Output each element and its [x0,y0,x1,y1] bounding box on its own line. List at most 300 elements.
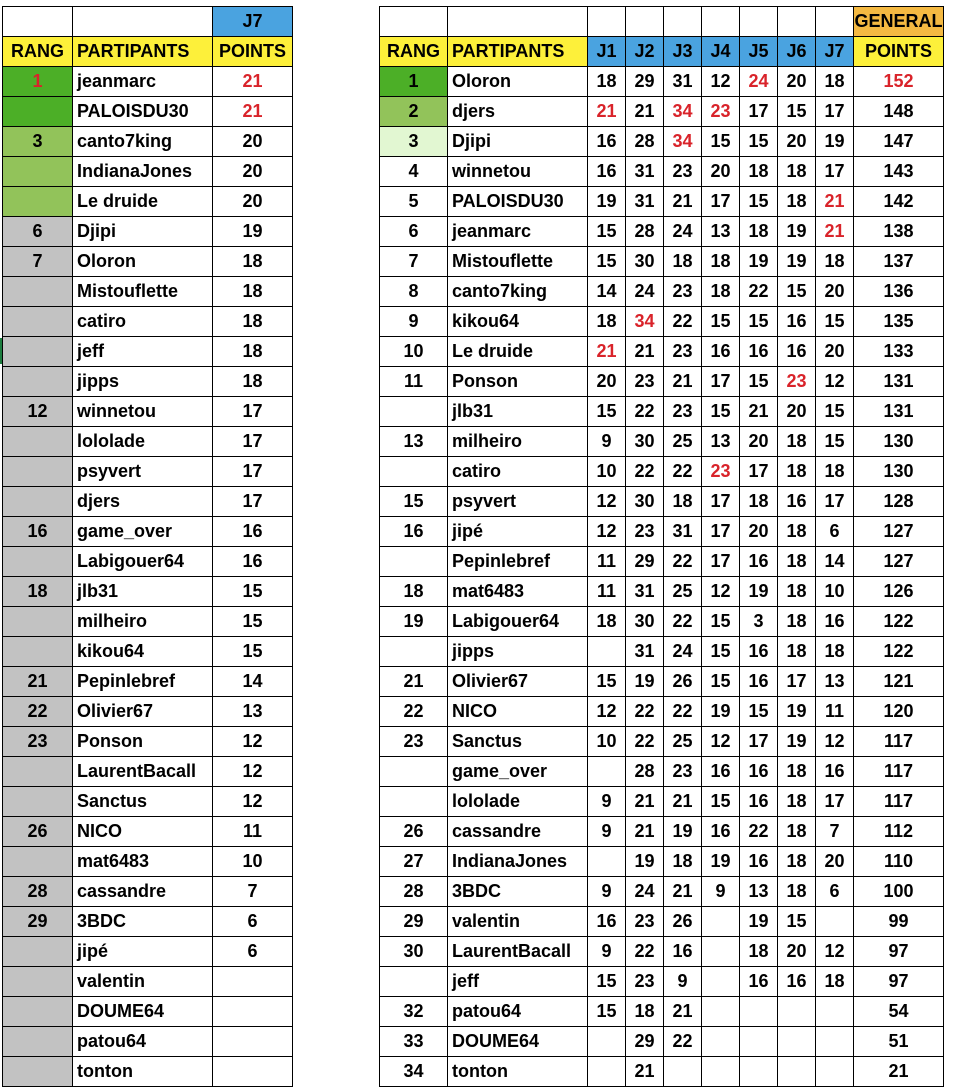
total-points-cell[interactable]: 117 [854,757,944,787]
participant-name-cell[interactable]: IndianaJones [73,157,213,187]
day-score-cell[interactable] [702,967,740,997]
empty-cell[interactable] [448,7,588,37]
participant-name-cell[interactable]: PALOISDU30 [448,187,588,217]
rank-cell[interactable] [3,607,73,637]
day-score-cell[interactable]: 18 [778,607,816,637]
rank-cell[interactable] [3,277,73,307]
day-score-cell[interactable]: 12 [816,937,854,967]
day-score-cell[interactable]: 11 [588,547,626,577]
day-score-cell[interactable]: 23 [626,907,664,937]
points-cell[interactable]: 16 [213,517,293,547]
day-score-cell[interactable]: 19 [626,667,664,697]
day-score-cell[interactable] [702,997,740,1027]
day-score-cell[interactable]: 17 [740,727,778,757]
day-score-cell[interactable]: 22 [626,397,664,427]
day-score-cell[interactable]: 10 [588,727,626,757]
day-score-cell[interactable]: 16 [740,337,778,367]
participant-name-cell[interactable]: NICO [73,817,213,847]
day-score-cell[interactable]: 20 [740,517,778,547]
day-score-cell[interactable]: 13 [702,427,740,457]
day-score-cell[interactable]: 9 [588,817,626,847]
day-score-cell[interactable]: 9 [588,427,626,457]
participant-name-cell[interactable]: Djipi [73,217,213,247]
participant-name-cell[interactable]: djers [448,97,588,127]
day-score-cell[interactable]: 22 [664,1027,702,1057]
day-score-cell[interactable]: 9 [588,877,626,907]
day-score-cell[interactable] [778,1057,816,1087]
column-header[interactable]: J4 [702,37,740,67]
day-score-cell[interactable]: 17 [702,517,740,547]
day-score-cell[interactable]: 12 [702,577,740,607]
points-cell[interactable]: 12 [213,757,293,787]
column-header[interactable]: J3 [664,37,702,67]
day-score-cell[interactable]: 18 [740,487,778,517]
rank-cell[interactable]: 3 [380,127,448,157]
rank-cell[interactable]: 22 [3,697,73,727]
rank-cell[interactable] [3,367,73,397]
total-points-cell[interactable]: 127 [854,547,944,577]
day-score-cell[interactable]: 24 [740,67,778,97]
column-header[interactable]: RANG [3,37,73,67]
day-score-cell[interactable]: 20 [816,337,854,367]
total-points-cell[interactable]: 127 [854,517,944,547]
day-score-cell[interactable]: 17 [702,367,740,397]
day-score-cell[interactable]: 22 [664,457,702,487]
day-score-cell[interactable]: 19 [778,217,816,247]
total-points-cell[interactable]: 130 [854,427,944,457]
rank-cell[interactable] [3,967,73,997]
day-score-cell[interactable]: 17 [702,187,740,217]
day-score-cell[interactable]: 16 [740,547,778,577]
rank-cell[interactable] [3,157,73,187]
rank-cell[interactable] [3,1057,73,1087]
rank-cell[interactable]: 29 [380,907,448,937]
participant-name-cell[interactable]: Oloron [448,67,588,97]
rank-cell[interactable]: 12 [3,397,73,427]
day-score-cell[interactable]: 18 [588,67,626,97]
day-score-cell[interactable]: 15 [740,367,778,397]
day-score-cell[interactable]: 15 [702,397,740,427]
day-score-cell[interactable] [778,997,816,1027]
day-score-cell[interactable]: 19 [778,247,816,277]
day-score-cell[interactable]: 15 [588,397,626,427]
participant-name-cell[interactable]: Le druide [73,187,213,217]
day-score-cell[interactable]: 16 [778,487,816,517]
day-score-cell[interactable] [664,1057,702,1087]
empty-cell[interactable] [588,7,626,37]
day-score-cell[interactable]: 20 [778,127,816,157]
rank-cell[interactable] [3,187,73,217]
column-header[interactable]: J5 [740,37,778,67]
day-score-cell[interactable]: 17 [816,97,854,127]
day-score-cell[interactable] [816,1027,854,1057]
points-cell[interactable]: 18 [213,247,293,277]
day-score-cell[interactable] [588,1057,626,1087]
day-score-cell[interactable]: 17 [816,487,854,517]
day-score-cell[interactable]: 34 [664,127,702,157]
day-score-cell[interactable]: 26 [664,667,702,697]
day-score-cell[interactable]: 21 [664,367,702,397]
day-score-cell[interactable]: 18 [778,787,816,817]
day-score-cell[interactable]: 24 [626,277,664,307]
day-score-cell[interactable] [588,1027,626,1057]
day-score-cell[interactable]: 16 [702,817,740,847]
day-score-cell[interactable]: 19 [740,907,778,937]
day-score-cell[interactable]: 28 [626,217,664,247]
points-cell[interactable]: 20 [213,187,293,217]
participant-name-cell[interactable]: jeff [448,967,588,997]
empty-cell[interactable] [664,7,702,37]
column-header[interactable]: POINTS [213,37,293,67]
participant-name-cell[interactable]: Olivier67 [73,697,213,727]
rank-cell[interactable] [3,457,73,487]
day-score-cell[interactable] [588,757,626,787]
day-score-cell[interactable]: 21 [588,337,626,367]
day-score-cell[interactable]: 16 [588,907,626,937]
day-score-cell[interactable]: 12 [588,517,626,547]
day-score-cell[interactable]: 16 [588,157,626,187]
day-score-cell[interactable]: 25 [664,427,702,457]
day-score-cell[interactable]: 18 [626,997,664,1027]
total-points-cell[interactable]: 110 [854,847,944,877]
rank-cell[interactable]: 26 [380,817,448,847]
rank-cell[interactable]: 2 [380,97,448,127]
day-score-cell[interactable]: 28 [626,127,664,157]
participant-name-cell[interactable]: jipé [73,937,213,967]
day-score-cell[interactable]: 16 [778,337,816,367]
day-score-cell[interactable]: 19 [626,847,664,877]
day-score-cell[interactable]: 18 [816,637,854,667]
day-score-cell[interactable]: 15 [778,97,816,127]
rank-cell[interactable]: 26 [3,817,73,847]
day-score-cell[interactable]: 15 [778,277,816,307]
day-score-cell[interactable]: 18 [816,967,854,997]
rank-cell[interactable] [3,307,73,337]
rank-cell[interactable]: 23 [380,727,448,757]
day-score-cell[interactable]: 16 [588,127,626,157]
day-score-cell[interactable]: 9 [702,877,740,907]
rank-cell[interactable]: 34 [380,1057,448,1087]
day-score-cell[interactable]: 28 [626,757,664,787]
day-score-cell[interactable]: 14 [816,547,854,577]
rank-cell[interactable]: 5 [380,187,448,217]
day-score-cell[interactable]: 16 [740,637,778,667]
total-points-cell[interactable]: 51 [854,1027,944,1057]
day-score-cell[interactable]: 23 [702,457,740,487]
rank-cell[interactable]: 3 [3,127,73,157]
participant-name-cell[interactable]: Le druide [448,337,588,367]
day-score-cell[interactable]: 18 [778,817,816,847]
day-score-cell[interactable] [816,997,854,1027]
day-score-cell[interactable]: 16 [664,937,702,967]
day-score-cell[interactable]: 19 [778,697,816,727]
empty-cell[interactable] [3,7,73,37]
participant-name-cell[interactable]: kikou64 [448,307,588,337]
day-score-cell[interactable]: 16 [702,337,740,367]
day-score-cell[interactable]: 13 [740,877,778,907]
participant-name-cell[interactable]: game_over [73,517,213,547]
rank-cell[interactable]: 33 [380,1027,448,1057]
day-score-cell[interactable]: 29 [626,1027,664,1057]
participant-name-cell[interactable]: game_over [448,757,588,787]
day-score-cell[interactable]: 16 [778,967,816,997]
participant-name-cell[interactable]: jipps [73,367,213,397]
day-score-cell[interactable]: 20 [588,367,626,397]
day-score-cell[interactable]: 31 [626,577,664,607]
points-cell[interactable]: 20 [213,157,293,187]
rank-cell[interactable] [380,967,448,997]
day-score-cell[interactable]: 15 [702,637,740,667]
rank-cell[interactable]: 15 [380,487,448,517]
participant-name-cell[interactable]: jlb31 [448,397,588,427]
day-score-cell[interactable]: 17 [740,457,778,487]
participant-name-cell[interactable]: Ponson [73,727,213,757]
day-score-cell[interactable]: 30 [626,247,664,277]
day-score-cell[interactable]: 20 [816,847,854,877]
rank-cell[interactable] [3,487,73,517]
participant-name-cell[interactable]: Ponson [448,367,588,397]
points-cell[interactable]: 18 [213,337,293,367]
day-score-cell[interactable]: 3 [740,607,778,637]
points-cell[interactable]: 18 [213,277,293,307]
day-score-cell[interactable]: 15 [588,247,626,277]
rank-cell[interactable] [380,457,448,487]
day-score-cell[interactable]: 17 [702,547,740,577]
rank-cell[interactable] [3,997,73,1027]
day-score-cell[interactable]: 15 [740,187,778,217]
participant-name-cell[interactable]: IndianaJones [448,847,588,877]
day-score-cell[interactable]: 14 [588,277,626,307]
day-score-cell[interactable]: 18 [664,487,702,517]
day-score-cell[interactable]: 22 [626,727,664,757]
day-score-cell[interactable]: 20 [778,67,816,97]
participant-name-cell[interactable]: LaurentBacall [73,757,213,787]
day-score-cell[interactable]: 15 [588,997,626,1027]
total-points-cell[interactable]: 54 [854,997,944,1027]
day-score-cell[interactable] [778,1027,816,1057]
empty-cell[interactable] [778,7,816,37]
day-score-cell[interactable]: 29 [626,67,664,97]
rank-cell[interactable] [380,547,448,577]
rank-cell[interactable]: 10 [380,337,448,367]
day-score-cell[interactable]: 21 [740,397,778,427]
rank-cell[interactable]: 18 [3,577,73,607]
day-score-cell[interactable]: 21 [626,787,664,817]
day-score-cell[interactable]: 15 [702,607,740,637]
day-score-cell[interactable]: 15 [702,667,740,697]
day-score-cell[interactable]: 18 [816,247,854,277]
rank-cell[interactable]: 21 [380,667,448,697]
day-score-cell[interactable]: 18 [778,427,816,457]
total-points-cell[interactable]: 128 [854,487,944,517]
points-cell[interactable]: 15 [213,577,293,607]
day-score-cell[interactable]: 10 [816,577,854,607]
rank-cell[interactable]: 28 [380,877,448,907]
empty-cell[interactable] [73,7,213,37]
day-score-cell[interactable] [740,1027,778,1057]
rank-cell[interactable]: 8 [380,277,448,307]
day-score-cell[interactable] [702,1057,740,1087]
day-score-cell[interactable]: 17 [740,97,778,127]
day-score-cell[interactable] [588,637,626,667]
rank-cell[interactable] [380,757,448,787]
participant-name-cell[interactable]: psyvert [448,487,588,517]
day-score-cell[interactable]: 16 [740,847,778,877]
day-score-cell[interactable]: 25 [664,577,702,607]
points-cell[interactable]: 13 [213,697,293,727]
day-score-cell[interactable]: 23 [664,277,702,307]
day-score-cell[interactable]: 22 [664,307,702,337]
day-score-cell[interactable]: 18 [740,217,778,247]
day-score-cell[interactable]: 22 [740,817,778,847]
points-cell[interactable]: 21 [213,67,293,97]
day-score-cell[interactable]: 18 [702,277,740,307]
day-score-cell[interactable]: 13 [816,667,854,697]
rank-cell[interactable]: 23 [3,727,73,757]
total-points-cell[interactable]: 100 [854,877,944,907]
participant-name-cell[interactable]: Oloron [73,247,213,277]
participant-name-cell[interactable]: jeanmarc [448,217,588,247]
day-score-cell[interactable]: 20 [740,427,778,457]
participant-name-cell[interactable]: milheiro [448,427,588,457]
day-score-cell[interactable] [588,847,626,877]
points-cell[interactable] [213,997,293,1027]
day-score-cell[interactable]: 18 [816,67,854,97]
day-score-cell[interactable]: 15 [740,127,778,157]
day-score-cell[interactable]: 24 [664,217,702,247]
empty-cell[interactable] [702,7,740,37]
total-points-cell[interactable]: 97 [854,937,944,967]
day-label-cell[interactable]: J7 [213,7,293,37]
participant-name-cell[interactable]: cassandre [448,817,588,847]
day-score-cell[interactable] [816,1057,854,1087]
total-points-cell[interactable]: 97 [854,967,944,997]
day-score-cell[interactable] [702,937,740,967]
day-score-cell[interactable]: 18 [702,247,740,277]
column-header[interactable]: RANG [380,37,448,67]
participant-name-cell[interactable]: jeff [73,337,213,367]
day-score-cell[interactable]: 15 [588,967,626,997]
day-score-cell[interactable]: 17 [816,157,854,187]
rank-cell[interactable] [380,637,448,667]
total-points-cell[interactable]: 122 [854,607,944,637]
participant-name-cell[interactable]: canto7king [73,127,213,157]
day-score-cell[interactable]: 15 [816,397,854,427]
participant-name-cell[interactable]: NICO [448,697,588,727]
total-points-cell[interactable]: 121 [854,667,944,697]
points-cell[interactable]: 11 [213,817,293,847]
day-score-cell[interactable]: 18 [664,847,702,877]
rank-cell[interactable] [3,547,73,577]
day-score-cell[interactable] [702,907,740,937]
day-score-cell[interactable]: 12 [816,727,854,757]
total-points-cell[interactable]: 138 [854,217,944,247]
day-score-cell[interactable]: 18 [778,457,816,487]
participant-name-cell[interactable]: jeanmarc [73,67,213,97]
total-points-cell[interactable]: 137 [854,247,944,277]
day-score-cell[interactable]: 22 [626,697,664,727]
day-score-cell[interactable]: 18 [778,637,816,667]
total-points-cell[interactable]: 143 [854,157,944,187]
participant-name-cell[interactable]: mat6483 [73,847,213,877]
total-points-cell[interactable]: 142 [854,187,944,217]
day-score-cell[interactable]: 16 [740,967,778,997]
total-points-cell[interactable]: 130 [854,457,944,487]
rank-cell[interactable]: 9 [380,307,448,337]
participant-name-cell[interactable]: Pepinlebref [448,547,588,577]
points-cell[interactable]: 17 [213,457,293,487]
day-score-cell[interactable]: 22 [664,697,702,727]
day-score-cell[interactable]: 12 [588,487,626,517]
day-score-cell[interactable]: 18 [588,607,626,637]
rank-cell[interactable]: 7 [380,247,448,277]
rank-cell[interactable]: 6 [380,217,448,247]
rank-cell[interactable]: 30 [380,937,448,967]
points-cell[interactable]: 12 [213,787,293,817]
day-score-cell[interactable]: 18 [778,517,816,547]
total-points-cell[interactable]: 122 [854,637,944,667]
day-score-cell[interactable]: 22 [664,547,702,577]
participant-name-cell[interactable]: milheiro [73,607,213,637]
column-header[interactable]: J1 [588,37,626,67]
total-points-cell[interactable]: 112 [854,817,944,847]
participant-name-cell[interactable]: Sanctus [73,787,213,817]
points-cell[interactable] [213,1027,293,1057]
participant-name-cell[interactable]: DOUME64 [73,997,213,1027]
day-score-cell[interactable]: 22 [740,277,778,307]
day-score-cell[interactable]: 23 [626,367,664,397]
rank-cell[interactable]: 32 [380,997,448,1027]
day-score-cell[interactable]: 21 [626,337,664,367]
points-cell[interactable] [213,1057,293,1087]
day-score-cell[interactable]: 15 [588,217,626,247]
day-score-cell[interactable]: 22 [626,457,664,487]
day-score-cell[interactable]: 15 [702,127,740,157]
points-cell[interactable]: 10 [213,847,293,877]
day-score-cell[interactable]: 20 [702,157,740,187]
empty-cell[interactable] [380,7,448,37]
day-score-cell[interactable]: 9 [588,937,626,967]
day-score-cell[interactable]: 23 [702,97,740,127]
day-score-cell[interactable]: 21 [664,187,702,217]
day-score-cell[interactable]: 24 [664,637,702,667]
rank-cell[interactable] [3,337,73,367]
day-score-cell[interactable]: 18 [778,187,816,217]
day-score-cell[interactable]: 21 [626,97,664,127]
participant-name-cell[interactable]: kikou64 [73,637,213,667]
points-cell[interactable]: 19 [213,217,293,247]
points-cell[interactable]: 21 [213,97,293,127]
day-score-cell[interactable]: 17 [816,787,854,817]
total-points-cell[interactable]: 117 [854,727,944,757]
general-label-cell[interactable]: GENERAL [854,7,944,37]
participant-name-cell[interactable]: Mistouflette [448,247,588,277]
participant-name-cell[interactable]: 3BDC [73,907,213,937]
day-score-cell[interactable]: 19 [702,697,740,727]
participant-name-cell[interactable]: jlb31 [73,577,213,607]
day-score-cell[interactable]: 18 [778,877,816,907]
column-header[interactable]: PARTIPANTS [448,37,588,67]
day-score-cell[interactable]: 31 [626,157,664,187]
column-header[interactable]: J2 [626,37,664,67]
rank-cell[interactable]: 7 [3,247,73,277]
rank-cell[interactable] [380,397,448,427]
points-cell[interactable]: 17 [213,427,293,457]
points-cell[interactable]: 18 [213,307,293,337]
day-score-cell[interactable]: 16 [816,607,854,637]
participant-name-cell[interactable]: jipps [448,637,588,667]
day-score-cell[interactable]: 19 [702,847,740,877]
